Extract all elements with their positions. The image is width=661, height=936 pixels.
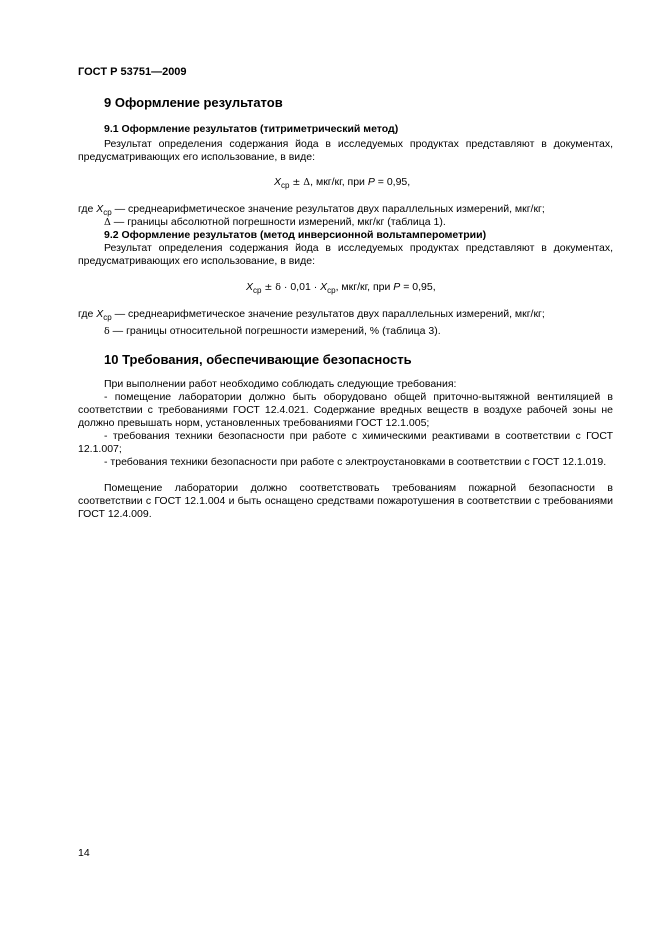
formula-titrimetric [274,176,410,190]
formula-delta: Δ [303,177,311,188]
where-var-sub: ср [103,208,112,217]
formula-pval: = 0,95, [374,176,411,188]
where-var-sub: ср [103,313,112,322]
page-number: 14 [78,847,90,859]
section-10-intro: При выполнении работ необходимо соблюдать следующие требования: [104,378,457,390]
where-small-delta-text: — границы относительной погрешности измерений, % (таблица 3). [109,325,441,337]
where-small-delta-line [104,325,441,338]
section-9-title: 9 Оформление результатов [104,95,283,110]
formula-var: X [246,281,254,293]
where-text: — среднеарифметическое значение результатов двух параллельных измерений, мкг/кг; [111,308,545,320]
subsection-9-2-title: 9.2 Оформление результатов (метод инверсионной вольтамперометрии) [104,229,487,241]
section-10-item-1: - помещение лаборатории должно быть оборудовано общей приточно-вытяжной вентиляцией в соответствии с требованиями ГОСТ 12.4.021. Содержание вредных веществ в воздухе рабочей зоны не должно превышать норм, установленных требованиями ГОСТ 12.1.005; [78,391,613,429]
where-delta-line [104,216,446,229]
formula-p: P [367,176,375,188]
formula-pm: ± [292,177,301,188]
formula-pval: = 0,95, [400,281,436,293]
section-10-item-3: - требования техники безопасности при работе с электроустановками в соответствии с ГОСТ 12.1.019. [104,456,607,468]
section-10-item-2: - требования техники безопасности при работе с химическими реактивами в соответствии с ГОСТ 12.1.007; [78,430,613,455]
formula-delta: δ [275,282,282,293]
where-prefix: где [78,203,97,215]
formula-var2-sub: ср [327,286,336,295]
where-var: X [96,203,104,215]
where-prefix: где [78,308,97,320]
subsection-9-1-title: 9.1 Оформление результатов (титриметрический метод) [104,123,399,135]
section-10-title: 10 Требования, обеспечивающие безопасность [104,352,412,367]
where-small-delta-symbol: δ [104,326,110,337]
formula-p: P [393,281,401,293]
formula-var-sub: ср [253,286,262,295]
document-header: ГОСТ Р 53751—2009 [78,66,187,78]
subsection-9-2-text: Результат определения содержания йода в исследуемых продуктах представляют в документах, предусматривающих его использование, в виде: [78,242,613,267]
formula-var: X [274,176,282,188]
formula-mid: · 0,01 · [281,281,321,293]
formula-rest: , мкг/кг, при [335,281,394,293]
formula-voltammetry [246,281,436,295]
where-xcp-line-2 [78,308,545,324]
where-delta-symbol: Δ [104,217,111,228]
where-var: X [96,308,104,320]
formula-var-sub: ср [281,181,290,190]
where-delta-text: — границы абсолютной погрешности измерений, мкг/кг (таблица 1). [110,216,446,228]
where-text: — среднеарифметическое значение результатов двух параллельных измерений, мкг/кг; [111,203,545,215]
subsection-9-1-text: Результат определения содержания йода в исследуемых продуктах представляют в документах, предусматривающих его использование, в виде: [78,138,613,163]
formula-var2: X [320,281,328,293]
section-10-closing: Помещение лаборатории должно соответствовать требованиям пожарной безопасности в соответствии с ГОСТ 12.1.004 и быть оснащено средствами пожаротушения в соответствии с требованиями ГОСТ 12.4.009. [78,482,613,520]
formula-rest: , мкг/кг, при [310,176,368,188]
formula-pm: ± [264,282,273,293]
